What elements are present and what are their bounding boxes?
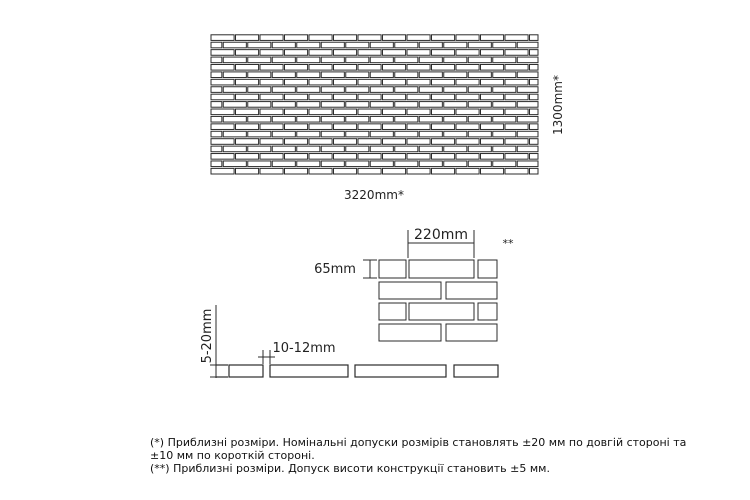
panel-brick (309, 35, 332, 41)
panel-brick (321, 146, 344, 152)
panel-brick (236, 139, 259, 145)
panel-brick (432, 50, 455, 56)
panel-brick (260, 79, 283, 85)
panel-brick (395, 102, 418, 108)
panel-brick (530, 109, 539, 115)
panel-brick (297, 42, 320, 48)
panel-brick (285, 109, 308, 115)
panel-brick (346, 161, 369, 167)
joint-width-label: 10-12mm (272, 341, 336, 356)
panel-brick (321, 57, 344, 63)
panel-brick (530, 94, 539, 100)
detail-brick (409, 260, 474, 278)
panel-brick (468, 116, 491, 122)
panel-brick (456, 35, 479, 41)
panel-brick (468, 102, 491, 108)
panel-brick (468, 146, 491, 152)
panel-brick (272, 72, 295, 78)
panel-brick (309, 94, 332, 100)
panel-brick (285, 139, 308, 145)
footnote-height-tolerance: (**) Приблизні розміри. Допуск висоти конструкції становить ±5 мм. (150, 462, 550, 475)
panel-brick (419, 116, 442, 122)
detail-brick (379, 303, 406, 320)
panel-brick (248, 116, 271, 122)
panel-brick (383, 64, 406, 70)
panel-brick (260, 35, 283, 41)
brick-length-label: 220mm (414, 227, 468, 243)
panel-brick (530, 168, 539, 174)
panel-brick (407, 79, 430, 85)
panel-brick (407, 168, 430, 174)
panel-brick (395, 87, 418, 93)
detail-brick (478, 260, 497, 278)
panel-brick (309, 109, 332, 115)
panel-brick (481, 139, 504, 145)
panel-brick (370, 87, 393, 93)
brick-detail (379, 260, 497, 341)
panel-brick (334, 168, 357, 174)
panel-brick (309, 64, 332, 70)
panel-brick (481, 50, 504, 56)
panel-brick (432, 64, 455, 70)
panel-brick (419, 42, 442, 48)
panel-brick (223, 102, 246, 108)
panel-brick (493, 72, 516, 78)
panel-brick (309, 79, 332, 85)
panel-brick (358, 35, 381, 41)
panel-brick (468, 72, 491, 78)
panel-brick (321, 42, 344, 48)
panel-brick (407, 139, 430, 145)
panel-brick (321, 131, 344, 137)
panel-brick (432, 109, 455, 115)
panel-brick (481, 168, 504, 174)
panel-brick (358, 79, 381, 85)
panel-brick (358, 50, 381, 56)
panel-brick (407, 64, 430, 70)
panel-brick (505, 79, 528, 85)
panel-brick (260, 168, 283, 174)
panel-brick (346, 116, 369, 122)
panel-brick (383, 94, 406, 100)
panel-brick (272, 116, 295, 122)
panel-brick (419, 72, 442, 78)
panel-brick (530, 124, 539, 130)
strip-segment (270, 365, 348, 377)
panel-brick (297, 102, 320, 108)
panel-brick (383, 154, 406, 160)
panel-brick (236, 154, 259, 160)
panel-brick (407, 154, 430, 160)
panel-brick (236, 35, 259, 41)
side-view-strips (216, 365, 498, 377)
panel-brick (309, 168, 332, 174)
panel-brick (223, 161, 246, 167)
panel-brick (260, 154, 283, 160)
panel-brick (407, 124, 430, 130)
panel-brick (370, 42, 393, 48)
detail-brick (379, 260, 406, 278)
panel-brick (505, 94, 528, 100)
panel-brick (211, 161, 222, 167)
panel-brick (223, 72, 246, 78)
panel-brick (297, 146, 320, 152)
panel-brick (236, 94, 259, 100)
panel-brick (211, 116, 222, 122)
panel-brick (346, 42, 369, 48)
panel-brick (334, 154, 357, 160)
panel-brick (346, 146, 369, 152)
panel-brick (493, 161, 516, 167)
panel-brick (211, 50, 234, 56)
panel-brick (395, 72, 418, 78)
panel-brick (285, 124, 308, 130)
panel-brick (358, 168, 381, 174)
panel-brick (297, 57, 320, 63)
panel-brick (456, 124, 479, 130)
panel-brick (334, 109, 357, 115)
panel-brick (530, 139, 539, 145)
panel-brick (272, 161, 295, 167)
panel-brick (395, 57, 418, 63)
panel-brick (370, 161, 393, 167)
panel-brick (236, 124, 259, 130)
panel-brick (321, 116, 344, 122)
strip-segment (454, 365, 498, 377)
panel-brick (321, 87, 344, 93)
panel-brick (383, 124, 406, 130)
panel-brick (517, 146, 538, 152)
panel-brick (223, 42, 246, 48)
panel-brick (505, 35, 528, 41)
panel-brick (517, 102, 538, 108)
panel-brick (505, 168, 528, 174)
panel-brick (211, 139, 234, 145)
panel-brick (407, 94, 430, 100)
panel-brick (346, 131, 369, 137)
panel-brick (530, 79, 539, 85)
panel-brick (432, 35, 455, 41)
strip-segment (229, 365, 263, 377)
panel-brick (285, 168, 308, 174)
panel-brick (260, 124, 283, 130)
panel-brick (383, 109, 406, 115)
panel-brick (272, 131, 295, 137)
panel-brick (211, 79, 234, 85)
panel-brick (297, 87, 320, 93)
panel-brick (456, 94, 479, 100)
panel-brick (285, 50, 308, 56)
panel-brick (370, 131, 393, 137)
panel-brick (346, 102, 369, 108)
panel-brick (248, 102, 271, 108)
panel-brick (211, 109, 234, 115)
panel-brick (530, 154, 539, 160)
detail-brick (478, 303, 497, 320)
panel-brick (211, 42, 222, 48)
panel-brick (211, 64, 234, 70)
panel-brick (358, 139, 381, 145)
double-star-mark: ** (502, 237, 514, 250)
panel-brick (272, 42, 295, 48)
panel-brick (236, 79, 259, 85)
panel-brick (444, 72, 467, 78)
panel-brick (493, 42, 516, 48)
panel-brick (309, 154, 332, 160)
brick-height-label: 65mm (314, 262, 356, 277)
panel-brick (419, 87, 442, 93)
panel-brick (211, 168, 234, 174)
panel-brick (468, 131, 491, 137)
panel-brick (272, 57, 295, 63)
panel-brick (505, 50, 528, 56)
panel-brick (346, 87, 369, 93)
panel-brick (260, 64, 283, 70)
thickness-label: 5-20mm (200, 308, 215, 364)
panel-brick (248, 57, 271, 63)
panel-brick (383, 35, 406, 41)
panel-brick (432, 94, 455, 100)
panel-brick (456, 109, 479, 115)
panel-brick (456, 139, 479, 145)
panel-brick (272, 87, 295, 93)
panel-brick (517, 57, 538, 63)
panel-brick (358, 154, 381, 160)
panel-brick (334, 139, 357, 145)
panel-brick (505, 139, 528, 145)
panel-brick (211, 154, 234, 160)
panel-brick (481, 94, 504, 100)
panel-brick (370, 57, 393, 63)
panel-brick (211, 72, 222, 78)
detail-brick (446, 324, 497, 341)
panel-brick (419, 161, 442, 167)
panel-brick (211, 87, 222, 93)
panel-brick (309, 139, 332, 145)
footnote-approx-dimensions: (*) Приблизні розміри. Номінальні допуски розмірів становлять ±20 мм по довгій стороні та ±10 мм по короткій стороні. (150, 436, 687, 462)
panel-width-label: 3220mm* (344, 188, 404, 202)
panel-brick (432, 124, 455, 130)
panel-brick (481, 79, 504, 85)
panel-brick (517, 42, 538, 48)
brick-height-dimension (363, 260, 377, 278)
detail-brick (379, 282, 441, 299)
panel-brick (346, 57, 369, 63)
panel-brick (481, 64, 504, 70)
panel-brick (223, 131, 246, 137)
panel-brick (505, 154, 528, 160)
panel-brick (493, 102, 516, 108)
panel-brick (419, 146, 442, 152)
panel-brick (456, 79, 479, 85)
panel-brick (419, 102, 442, 108)
panel-brick (395, 116, 418, 122)
panel-brick (395, 161, 418, 167)
panel-brick (358, 124, 381, 130)
panel-brick (444, 146, 467, 152)
panel-brick (211, 146, 222, 152)
panel-brick (321, 161, 344, 167)
panel-brick (285, 94, 308, 100)
panel-brick (334, 50, 357, 56)
panel-brick (285, 154, 308, 160)
panel-brick (505, 64, 528, 70)
panel-brick (334, 64, 357, 70)
panel-brick (285, 64, 308, 70)
panel-brick (517, 131, 538, 137)
panel-brick (334, 35, 357, 41)
panel-brick (468, 87, 491, 93)
panel-brick (481, 154, 504, 160)
panel-brick (223, 116, 246, 122)
panel-brick (517, 87, 538, 93)
panel-brick (456, 154, 479, 160)
panel-brick (248, 42, 271, 48)
panel-brick (444, 131, 467, 137)
panel-brick (236, 64, 259, 70)
panel-brick (370, 72, 393, 78)
panel-brick (370, 116, 393, 122)
panel-brick (370, 146, 393, 152)
panel-brick (211, 57, 222, 63)
panel-brick (517, 161, 538, 167)
panel-brick (432, 168, 455, 174)
panel-brick (260, 50, 283, 56)
panel-brick (248, 87, 271, 93)
panel-brick (468, 161, 491, 167)
panel-brick (334, 79, 357, 85)
panel-brick (383, 79, 406, 85)
panel-brick (236, 109, 259, 115)
panel-brick (493, 146, 516, 152)
panel-brick (517, 72, 538, 78)
panel-brick (346, 72, 369, 78)
panel-brick (444, 42, 467, 48)
panel-brick (530, 64, 539, 70)
panel-brick (517, 116, 538, 122)
panel-brick (432, 139, 455, 145)
panel-brick (297, 131, 320, 137)
panel-brick (297, 116, 320, 122)
panel-brick (211, 131, 222, 137)
footnotes (150, 436, 710, 475)
panel-brick (456, 50, 479, 56)
panel-brick (358, 64, 381, 70)
panel-brick (334, 94, 357, 100)
panel-brick (493, 116, 516, 122)
panel-brick (272, 146, 295, 152)
strip-segment (355, 365, 446, 377)
panel-brick (248, 146, 271, 152)
panel-brick (395, 131, 418, 137)
panel-brick (358, 94, 381, 100)
panel-brick (468, 42, 491, 48)
panel-brick (456, 64, 479, 70)
panel-brick (358, 109, 381, 115)
panel-brick (419, 131, 442, 137)
panel-brick (419, 57, 442, 63)
panel-brick (248, 72, 271, 78)
panel-brick (223, 87, 246, 93)
panel-brick (223, 146, 246, 152)
panel-brick (432, 79, 455, 85)
panel-brick (236, 50, 259, 56)
panel-brick (456, 168, 479, 174)
panel-brick (285, 79, 308, 85)
panel-brick (285, 35, 308, 41)
panel-brick (444, 87, 467, 93)
panel-brick (395, 146, 418, 152)
panel-brick (505, 124, 528, 130)
panel-brick (260, 94, 283, 100)
panel-brick (395, 42, 418, 48)
panel-brick (309, 124, 332, 130)
panel-brick (383, 50, 406, 56)
panel-brick (223, 57, 246, 63)
detail-brick (379, 324, 441, 341)
panel-brick (309, 50, 332, 56)
panel-brick (321, 102, 344, 108)
panel-brick (505, 109, 528, 115)
panel-brick (248, 161, 271, 167)
panel-brick (432, 154, 455, 160)
panel-brick (334, 124, 357, 130)
panel-brick (493, 57, 516, 63)
panel-brick (297, 72, 320, 78)
panel-brick (493, 87, 516, 93)
detail-brick (446, 282, 497, 299)
panel-brick (383, 139, 406, 145)
panel-brick (248, 131, 271, 137)
panel-brick (260, 109, 283, 115)
panel-brick (236, 168, 259, 174)
panel-brick (370, 102, 393, 108)
panel-brick (211, 124, 234, 130)
panel-brick (407, 109, 430, 115)
panel-brick (211, 94, 234, 100)
panel-brick (493, 131, 516, 137)
panel-brick (481, 124, 504, 130)
panel-brick (211, 35, 234, 41)
panel-brick (481, 35, 504, 41)
panel-brick (407, 35, 430, 41)
panel-brick (444, 116, 467, 122)
panel-brick (321, 72, 344, 78)
panel-brick (272, 102, 295, 108)
panel-brick (260, 139, 283, 145)
panel-height-label: 1300mm* (551, 75, 565, 135)
detail-brick (409, 303, 474, 320)
panel-brick (444, 102, 467, 108)
panel-brick (444, 161, 467, 167)
panel-brick (530, 35, 539, 41)
panel-brick (383, 168, 406, 174)
panel-brick (297, 161, 320, 167)
panel-brick (407, 50, 430, 56)
panel-brick (530, 50, 539, 56)
panel-brick (468, 57, 491, 63)
panel-brick (444, 57, 467, 63)
panel-brick (211, 102, 222, 108)
brick-panel (211, 35, 538, 174)
panel-brick (481, 109, 504, 115)
